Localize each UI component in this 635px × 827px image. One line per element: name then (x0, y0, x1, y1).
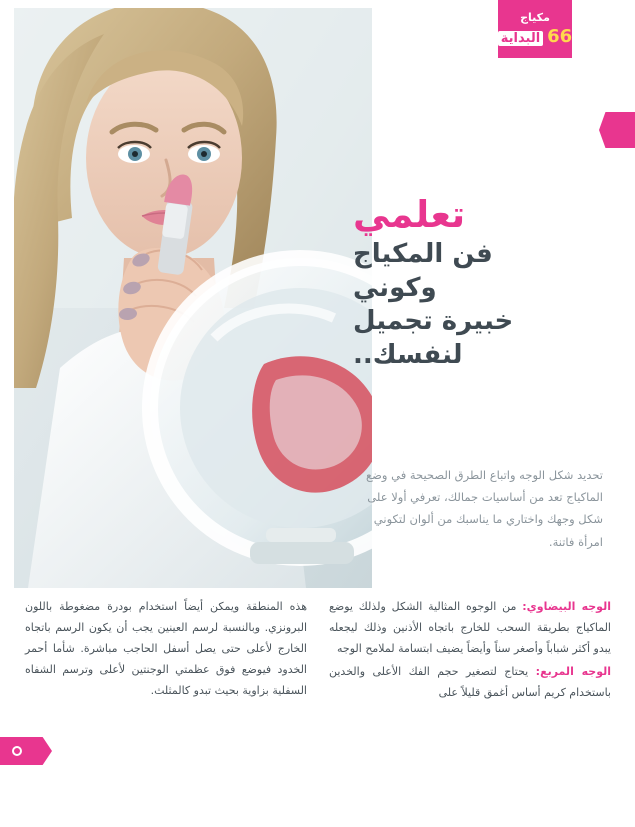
article-intro: تحديد شكل الوجه واتباع الطرق الصحيحة في وضع الماكياج تعد من أساسيات جمالك، تعرفي أولا على شكل وجهك واختاري ما يناسبك من ألوان لتكوني امرأة فاتنة. (366, 467, 603, 549)
magazine-corner-tag (498, 0, 572, 58)
article-headline (353, 193, 603, 373)
arrow-left-icon (599, 112, 635, 148)
headline-line-4: لنفسك.. (353, 340, 463, 371)
headline-main: تعلمي (353, 193, 466, 236)
woman-applying-lipstick-photo (14, 8, 372, 588)
body-column-right (329, 596, 611, 706)
corner-tag-brand: البداية (498, 31, 543, 46)
corner-tag-category: مكياج (520, 11, 550, 24)
paragraph-continuation: هذه المنطقة ويمكن أيضاً استخدام بودرة مضغوطة باللون البرونزي. وبالنسبة لرسم العينين يجب أن يكون الرسم باتجاه الخارج لأعلى حتى يصل أسفل الحاجب مباشرة. شأما أحمر الخدود فيوضع فوق عظمتي الوجنتين لأعلى وترسم الشفاه السفلية بزاوية بحيث تبدو كالمثلث. (25, 600, 307, 698)
corner-tag-page-number: 66 (547, 26, 573, 47)
headline-line-1: فن المكياج (353, 238, 493, 269)
headline-line-3: خبيرة تجميل (353, 306, 514, 337)
bottom-ribbon-decoration (0, 737, 52, 765)
article-photo (14, 8, 372, 588)
paragraph-oval-face (329, 596, 611, 659)
paragraph-oval-face-text: من الوجوه المثالية الشكل ولذلك يوضع الماكياج بطريقة السحب للخارج باتجاه الأذنين وذلك ليجعله يبدو أكثر شباباً وأصغر سناً وأيضاً يضيف ابتسامة لملامح الوجه (329, 600, 611, 656)
headline-sub (353, 238, 603, 373)
lead-in-square-face: الوجه المربع: (535, 665, 612, 679)
lead-in-oval-face: الوجه البيضاوي: (522, 600, 611, 613)
article-body (24, 596, 611, 706)
corner-tag-line (498, 26, 572, 47)
circle-dot-icon (12, 746, 22, 756)
headline-line-2: وكوني (353, 272, 437, 303)
body-column-left (25, 596, 307, 706)
paragraph-square-face-text: يحتاج لتصغير حجم الفك الأعلى والخدين باستخدام كريم أساس أغمق قليلاً على (329, 665, 611, 700)
paragraph-square-face (329, 661, 611, 703)
